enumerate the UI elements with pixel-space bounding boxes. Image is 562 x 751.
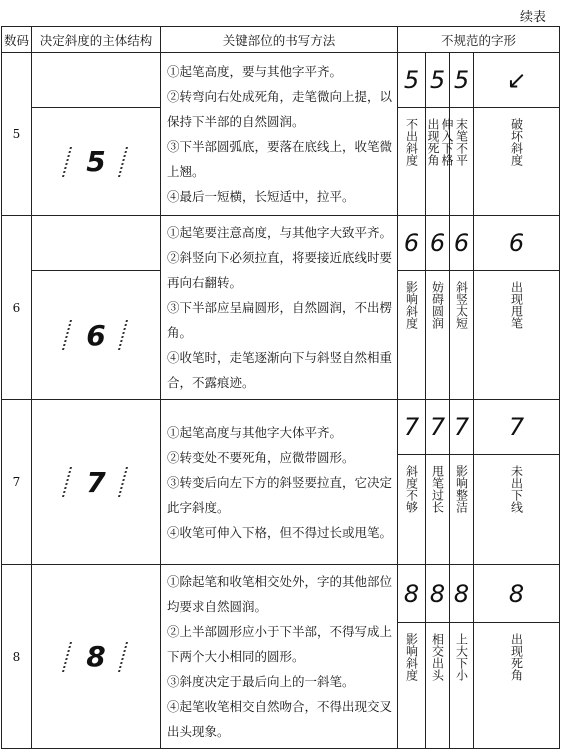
table-row <box>2 53 560 108</box>
wrong-glyph: 7 <box>474 400 560 455</box>
wrong-glyph: 5 <box>398 53 426 108</box>
header-row <box>2 27 560 53</box>
wrong-glyph: ↙ <box>474 53 560 108</box>
wrong-label: 甩笔过长 <box>426 455 450 565</box>
step: ①起笔高度与其他字大体平齐。 <box>167 424 343 440</box>
table-row <box>2 216 560 271</box>
sample-glyph: 8 <box>86 640 106 673</box>
sample-glyph: 5 <box>86 145 106 178</box>
continued-label: 续表 <box>519 10 546 25</box>
step: ④最后一短横，长短适中，拉平。 <box>167 189 355 204</box>
step: ②转弯向右处成死角，走笔微向上提，以保持下半部的自然圆润。 <box>167 89 393 129</box>
step: ④收笔时，走笔逐渐向下与斜竖自然相重合，不露痕迹。 <box>167 350 393 390</box>
wrong-label: 出现死角 <box>474 623 560 749</box>
sample-glyph: 6 <box>86 318 106 352</box>
wrong-glyph: 6 <box>398 216 426 271</box>
step: ④起笔收笔相交自然吻合，不得出现交叉出头现象。 <box>167 699 393 739</box>
wrong-glyph: 6 <box>474 216 560 271</box>
sample-cell <box>32 108 161 216</box>
wrong-label: 影响斜度 <box>398 271 426 400</box>
wrong-glyph: 7 <box>426 400 450 455</box>
wrong-label: 破坏斜度 <box>474 108 560 216</box>
wrong-glyph: 8 <box>426 565 450 623</box>
sample-cell <box>32 271 161 400</box>
blank-cell <box>32 216 161 271</box>
step: ③斜度决定于最后向上的一斜笔。 <box>167 674 355 689</box>
sample-cell <box>32 565 161 749</box>
step: ③下半部圆弧底，要落在底线上，收笔微上翘。 <box>167 139 393 179</box>
wrong-label: 影响整洁 <box>450 455 474 565</box>
wrong-glyph: 7 <box>450 400 474 455</box>
digit-number: 6 <box>2 216 32 400</box>
wrong-label: 伸入下格 出现死角 <box>426 108 450 216</box>
step: ①起笔高度，要与其他字平齐。 <box>167 64 343 79</box>
wrong-glyph: 8 <box>474 565 560 623</box>
wrong-label: 出现甩笔 <box>474 271 560 400</box>
wrong-label: 斜竖太短 <box>450 271 474 400</box>
step: ②上半部圆形应小于下半部，不得写成上下两个大小相同的圆形。 <box>167 624 393 664</box>
sample-cell <box>32 400 161 565</box>
step: ③转变后向左下方的斜竖要拉直，它决定此字斜度。 <box>167 474 393 515</box>
step: ②转变处不要死角，应微带圆形。 <box>167 449 355 465</box>
blank-cell <box>32 53 161 108</box>
header-num: 数码 <box>2 27 32 53</box>
digit-number: 7 <box>2 400 32 565</box>
wrong-label: 妨碍圆润 <box>426 271 450 400</box>
method-cell <box>161 53 398 216</box>
wrong-glyph: 8 <box>450 565 474 623</box>
wrong-glyph: 6 <box>426 216 450 271</box>
wrong-label: 上大下小 <box>450 623 474 749</box>
digit-number: 5 <box>2 53 32 216</box>
header-method: 关键部位的书写方法 <box>161 27 398 53</box>
step: ④收笔可伸入下格，但不得过长或甩笔。 <box>167 524 393 540</box>
sample-glyph: 7 <box>86 465 106 499</box>
wrong-glyph: 6 <box>450 216 474 271</box>
wrong-label: 相交出头 <box>426 623 450 749</box>
step: ①起笔要注意高度，与其他字大致平齐。 <box>167 225 393 240</box>
digit-number: 8 <box>2 565 32 749</box>
wrong-glyph: 8 <box>398 565 426 623</box>
step: ②斜竖向下必须拉直，将要接近底线时要再向右翻转。 <box>167 250 393 290</box>
digit-writing-table <box>1 26 560 749</box>
table-row <box>2 400 560 455</box>
wrong-glyph: 5 <box>426 53 450 108</box>
method-cell <box>161 400 398 565</box>
wrong-glyph: 7 <box>398 400 426 455</box>
step: ③下半部应呈扁圆形，自然圆润，不出楞角。 <box>167 300 393 340</box>
header-slant: 决定斜度的主体结构 <box>32 27 161 53</box>
wrong-label: 影响斜度 <box>398 623 426 749</box>
wrong-label: 末笔不平 <box>450 108 474 216</box>
step: ①除起笔和收笔相交处外，字的其他部位均要求自然圆润。 <box>167 574 393 614</box>
header-wrong: 不规范的字形 <box>398 27 560 53</box>
table-row <box>2 565 560 623</box>
method-cell <box>161 216 398 400</box>
wrong-label: 不出斜度 <box>398 108 426 216</box>
method-cell <box>161 565 398 749</box>
wrong-label: 未出下线 <box>474 455 560 565</box>
wrong-label: 斜度不够 <box>398 455 426 565</box>
wrong-glyph: 5 <box>450 53 474 108</box>
